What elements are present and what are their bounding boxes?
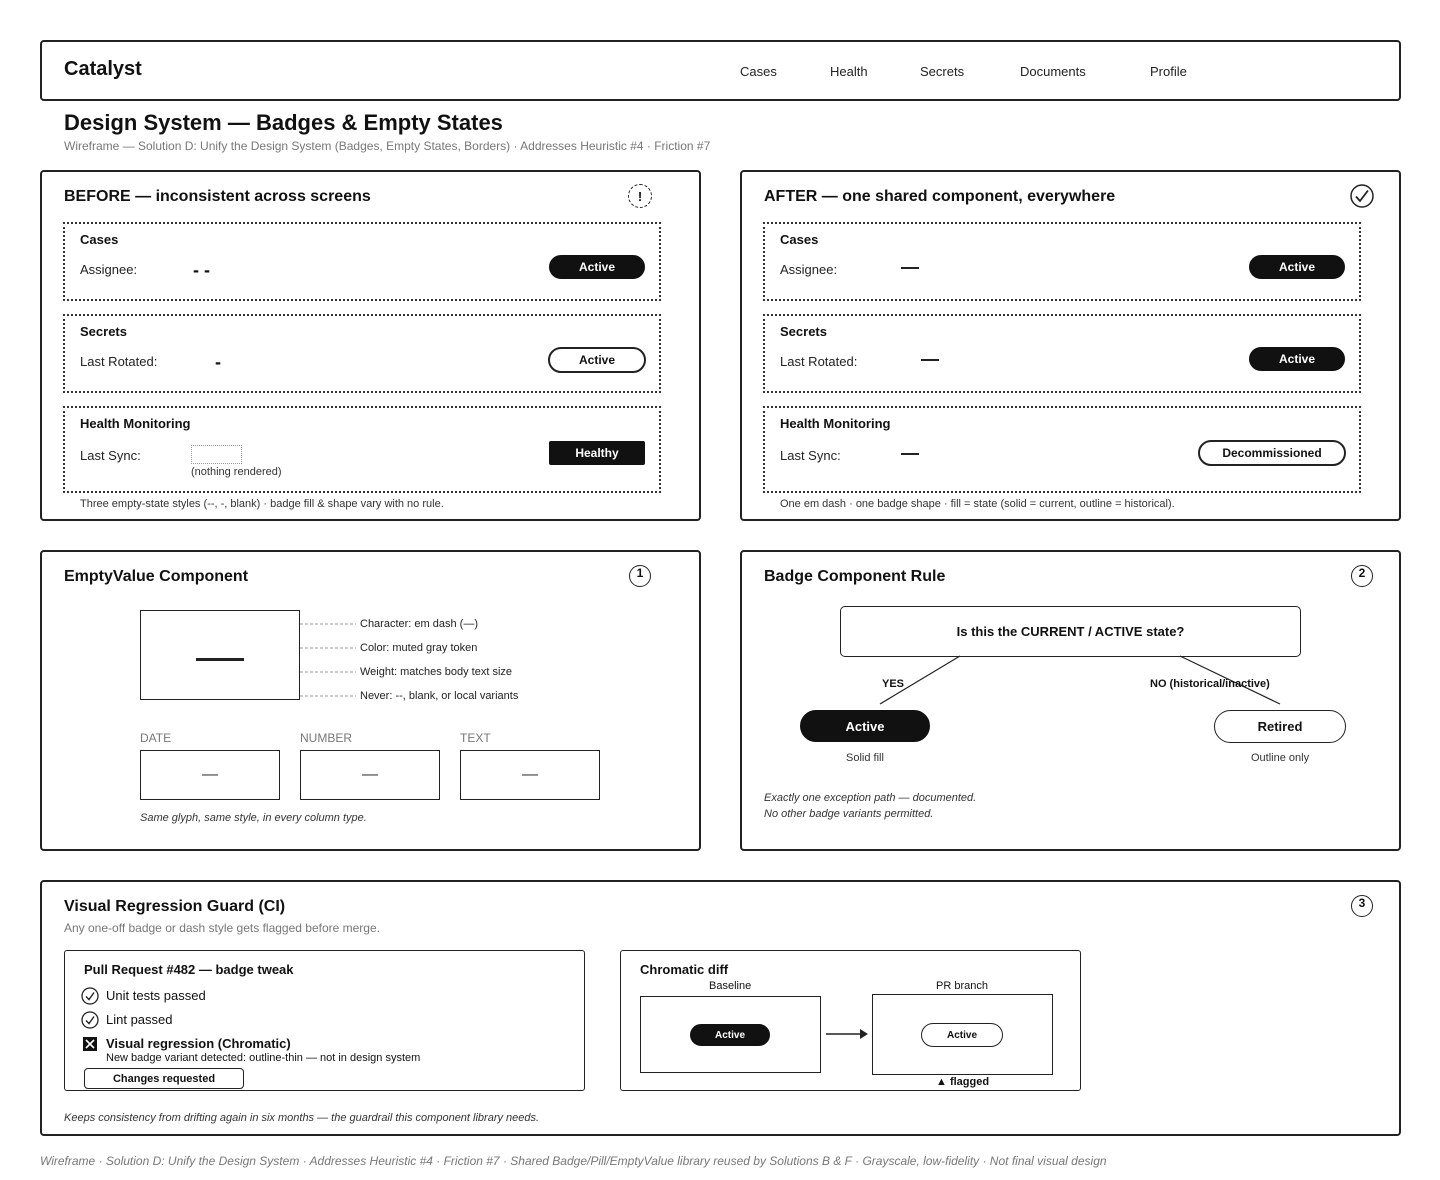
field-label: Last Rotated:	[780, 354, 858, 369]
pr-branch-badge: Active	[921, 1023, 1003, 1047]
solid-fill-caption: Solid fill	[846, 752, 884, 764]
regression-caption: Keeps consistency from drifting again in six months — the guardrail this component library needs.	[64, 1112, 540, 1124]
date-cell	[140, 750, 280, 800]
nav-cases[interactable]: Cases	[740, 64, 777, 79]
column-label-date: DATE	[140, 731, 172, 745]
check-label: Unit tests passed	[106, 988, 206, 1003]
page-subtitle: Wireframe — Solution D: Unify the Design System (Badges, Empty States, Borders) · Addresses Heuristic #4 · Friction #7	[64, 139, 711, 153]
page-title: Design System — Badges & Empty States	[64, 110, 503, 135]
before-caption: Three empty-state styles (--, -, blank) · badge fill & shape vary with no rule.	[80, 498, 444, 510]
card-title: Cases	[80, 232, 119, 247]
field-label: Last Rotated:	[80, 354, 158, 369]
nav-profile[interactable]: Profile	[1150, 64, 1187, 79]
yes-branch-label: YES	[882, 678, 905, 690]
decision-question: Is this the CURRENT / ACTIVE state?	[956, 624, 1185, 639]
nav-health[interactable]: Health	[830, 64, 868, 79]
spec-color: Color: muted gray token	[360, 642, 478, 654]
before-card-cases	[63, 222, 661, 301]
status-badge: Healthy	[549, 441, 645, 465]
check-label: Visual regression (Chromatic)	[106, 1036, 291, 1051]
page-footer: Wireframe · Solution D: Unify the Design System · Addresses Heuristic #4 · Friction #7 · Shared Badge/Pill/EmptyValue library reused by Solutions B & F · Grayscale, low-fidelity · Not final visual design	[40, 1154, 1107, 1168]
card-title: Secrets	[780, 324, 827, 339]
card-title: Health Monitoring	[80, 416, 191, 431]
empty-value-double-hyphen: - -	[193, 260, 210, 280]
flagged-label: ▲ flagged	[936, 1076, 990, 1088]
regression-title: Visual Regression Guard (CI)	[64, 898, 286, 915]
status-badge: Decommissioned	[1198, 440, 1346, 466]
no-branch-label: NO (historical/inactive)	[1150, 678, 1270, 690]
card-title: Secrets	[80, 324, 127, 339]
after-card-cases	[763, 222, 1361, 301]
badge-rule-title: Badge Component Rule	[764, 568, 946, 585]
column-label-number: NUMBER	[300, 731, 353, 745]
step-1-icon: 1	[629, 565, 651, 587]
pr-title[interactable]: Pull Request #482 — badge tweak	[84, 962, 294, 977]
exclamation-circle-icon: !	[628, 184, 652, 208]
diff-arrow-icon	[824, 1026, 870, 1042]
empty-value-caption: Same glyph, same style, in every column type.	[140, 812, 367, 824]
baseline-label: Baseline	[709, 980, 752, 992]
spec-never: Never: --, blank, or local variants	[360, 690, 519, 702]
regression-subtitle: Any one-off badge or dash style gets flagged before merge.	[64, 921, 380, 935]
empty-value-single-hyphen: -	[215, 352, 221, 372]
status-badge: Active	[1249, 255, 1345, 279]
nav-secrets[interactable]: Secrets	[920, 64, 965, 79]
field-label: Assignee:	[80, 262, 138, 277]
pr-branch-label: PR branch	[936, 980, 988, 992]
status-badge: Active	[1249, 347, 1345, 371]
field-label: Last Sync:	[780, 448, 841, 463]
em-dash-glyph: —	[202, 766, 218, 783]
empty-value-em-dash	[921, 359, 939, 361]
check-detail: New badge variant detected: outline-thin — not in design system	[106, 1052, 421, 1064]
empty-value-title: EmptyValue Component	[64, 568, 249, 585]
check-pass-icon	[81, 987, 99, 1005]
before-card-health	[63, 406, 661, 493]
badge-rule-note-2: No other badge variants permitted.	[764, 808, 934, 820]
decision-question-box	[840, 606, 1301, 657]
empty-value-em-dash	[901, 267, 919, 269]
text-cell	[460, 750, 600, 800]
status-badge: Active	[548, 347, 646, 373]
step-2-icon: 2	[1351, 565, 1373, 587]
active-badge-example: Active	[800, 710, 930, 742]
outline-only-caption: Outline only	[1251, 752, 1310, 764]
spec-weight: Weight: matches body text size	[360, 666, 513, 678]
baseline-badge: Active	[690, 1024, 770, 1046]
spec-character: Character: em dash (—)	[360, 618, 478, 630]
before-title: BEFORE — inconsistent across screens	[64, 188, 371, 205]
diff-title: Chromatic diff	[640, 962, 729, 977]
step-3-icon: 3	[1351, 895, 1373, 917]
blank-empty-placeholder	[191, 445, 242, 464]
column-label-text: TEXT	[460, 731, 491, 745]
before-card-secrets	[63, 314, 661, 393]
brand-logo[interactable]: Catalyst	[64, 58, 142, 80]
badge-rule-note-1: Exactly one exception path — documented.	[764, 792, 977, 804]
status-badge: Active	[549, 255, 645, 279]
spec-leader-lines	[300, 615, 360, 705]
number-cell	[300, 750, 440, 800]
check-pass-icon	[81, 1011, 99, 1029]
after-title: AFTER — one shared component, everywhere	[764, 188, 1116, 205]
top-nav-bar	[40, 40, 1401, 101]
after-card-health	[763, 406, 1361, 493]
card-title: Health Monitoring	[780, 416, 891, 431]
check-circle-icon	[1350, 184, 1374, 208]
field-label: Last Sync:	[80, 448, 141, 463]
check-label: Lint passed	[106, 1012, 173, 1027]
field-label: Assignee:	[780, 262, 838, 277]
em-dash-glyph	[196, 658, 244, 661]
check-fail-icon	[83, 1037, 97, 1051]
nav-documents[interactable]: Documents	[1020, 64, 1086, 79]
empty-value-em-dash	[901, 453, 919, 455]
after-card-secrets	[763, 314, 1361, 393]
changes-requested-button[interactable]: Changes requested	[84, 1068, 244, 1089]
card-title: Cases	[780, 232, 819, 247]
em-dash-preview-box	[140, 610, 300, 700]
em-dash-glyph: —	[522, 766, 538, 783]
em-dash-glyph: —	[362, 766, 378, 783]
nothing-rendered-note: (nothing rendered)	[191, 466, 282, 478]
retired-badge-example: Retired	[1214, 710, 1346, 743]
after-caption: One em dash · one badge shape · fill = state (solid = current, outline = historical).	[780, 498, 1175, 510]
